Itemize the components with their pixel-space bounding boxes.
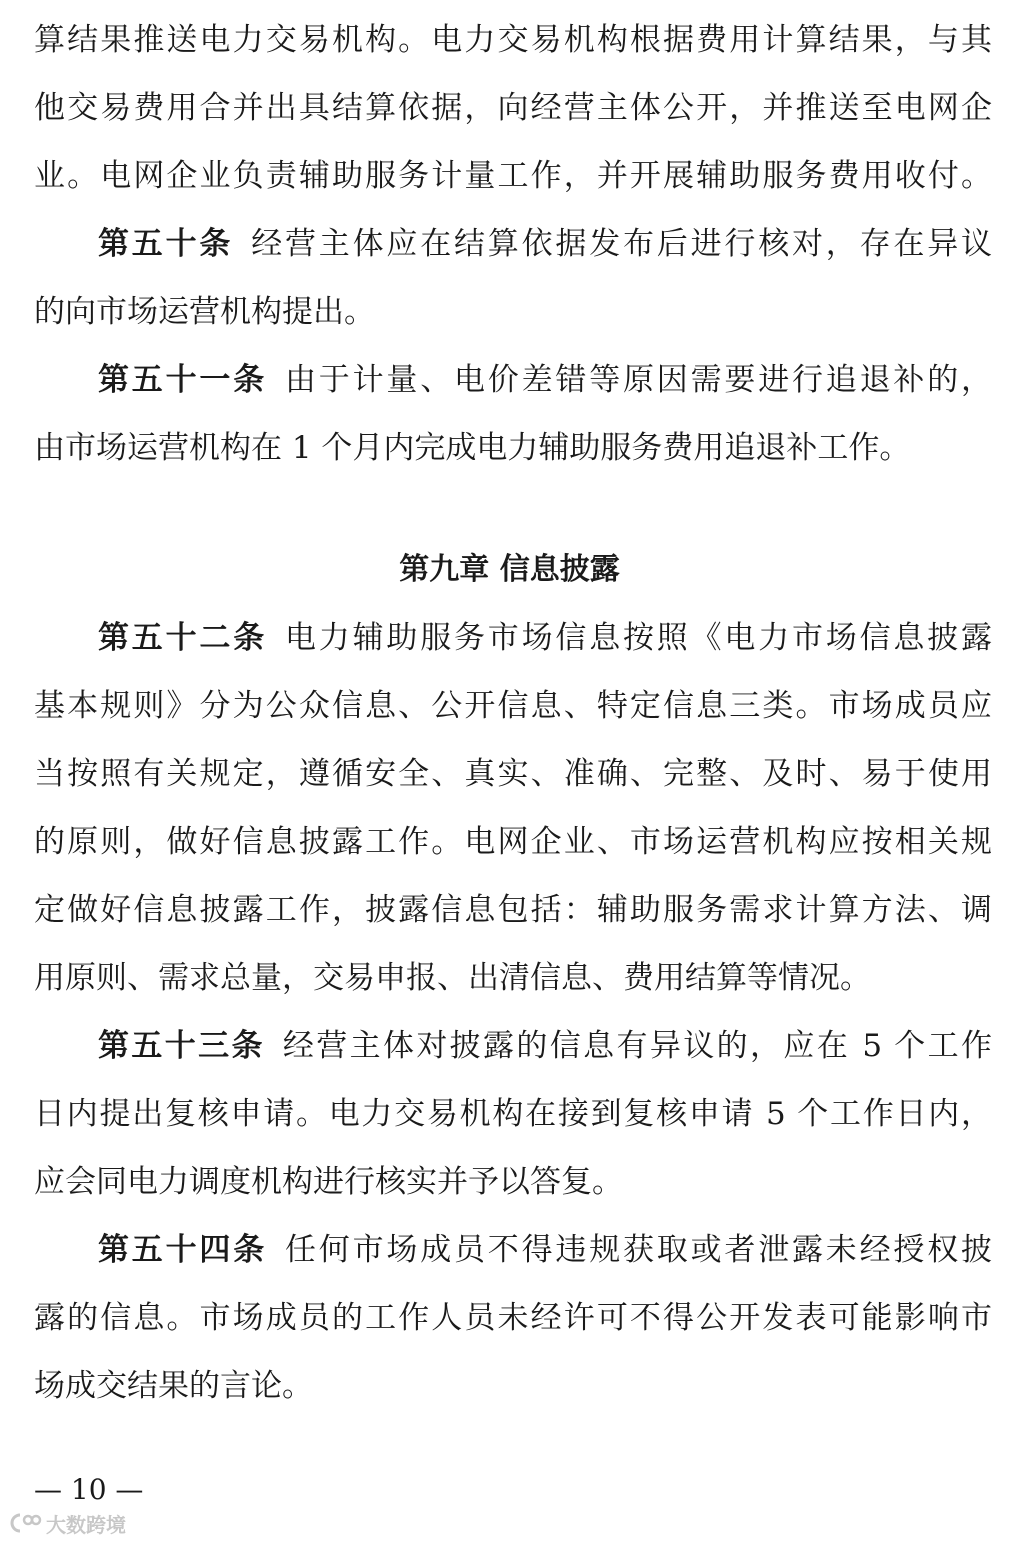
article-53-text: 经营主体对披露的信息有异议的，应在 5 个工作 (282, 1028, 992, 1064)
watermark-text: 大数跨境 (46, 1512, 126, 1537)
article-50-first-line (98, 222, 992, 266)
body-line: 当按照有关规定，遵循安全、真实、准确、完整、及时、易于使用 (34, 756, 992, 792)
article-50-text: 经营主体应在结算依据发布后进行核对，存在异议 (251, 226, 992, 262)
article-50-title: 第五十条 (98, 226, 234, 262)
body-line: 露的信息。市场成员的工作人员未经许可不得公开发表可能影响市 (34, 1300, 992, 1336)
body-line: 基本规则》分为公众信息、公开信息、特定信息三类。市场成员应 (34, 688, 992, 724)
body-line: 应会同电力调度机构进行核实并予以答复。 (34, 1164, 623, 1200)
body-line: 日内提出复核申请。电力交易机构在接到复核申请 5 个工作日内， (34, 1096, 992, 1132)
article-52-first-line (98, 616, 992, 660)
page-number: — 10 — (34, 1473, 144, 1506)
article-54-title: 第五十四条 (98, 1232, 267, 1268)
body-line: 的原则，做好信息披露工作。电网企业、市场运营机构应按相关规 (34, 824, 992, 860)
body-line: 业。电网企业负责辅助服务计量工作，并开展辅助服务费用收付。 (34, 158, 992, 194)
body-line: 算结果推送电力交易机构。电力交易机构根据费用计算结果，与其 (34, 22, 992, 58)
body-line: 场成交结果的言论。 (34, 1368, 313, 1404)
body-line: 定做好信息披露工作，披露信息包括：辅助服务需求计算方法、调 (34, 892, 992, 928)
body-line: 由市场运营机构在 1 个月内完成电力辅助服务费用追退补工作。 (34, 430, 911, 466)
article-52-text: 电力辅助服务市场信息按照《电力市场信息披露 (285, 620, 992, 656)
article-54-text: 任何市场成员不得违规获取或者泄露未经授权披 (285, 1232, 992, 1268)
article-54-first-line (98, 1228, 992, 1272)
watermark (8, 1508, 126, 1538)
article-53-title: 第五十三条 (98, 1028, 265, 1064)
article-51-text: 由于计量、电价差错等原因需要进行追退补的， (285, 362, 992, 398)
body-line: 他交易费用合并出具结算依据，向经营主体公开，并推送至电网企 (34, 90, 992, 126)
article-53-first-line (98, 1024, 992, 1068)
chapter-heading: 第九章 信息披露 (399, 552, 620, 587)
body-line: 的向市场运营机构提出。 (34, 294, 375, 330)
article-51-first-line (98, 358, 992, 402)
watermark-logo-icon (8, 1511, 42, 1535)
body-line: 用原则、需求总量，交易申报、出清信息、费用结算等情况。 (34, 960, 871, 996)
article-51-title: 第五十一条 (98, 362, 267, 398)
article-52-title: 第五十二条 (98, 620, 267, 656)
